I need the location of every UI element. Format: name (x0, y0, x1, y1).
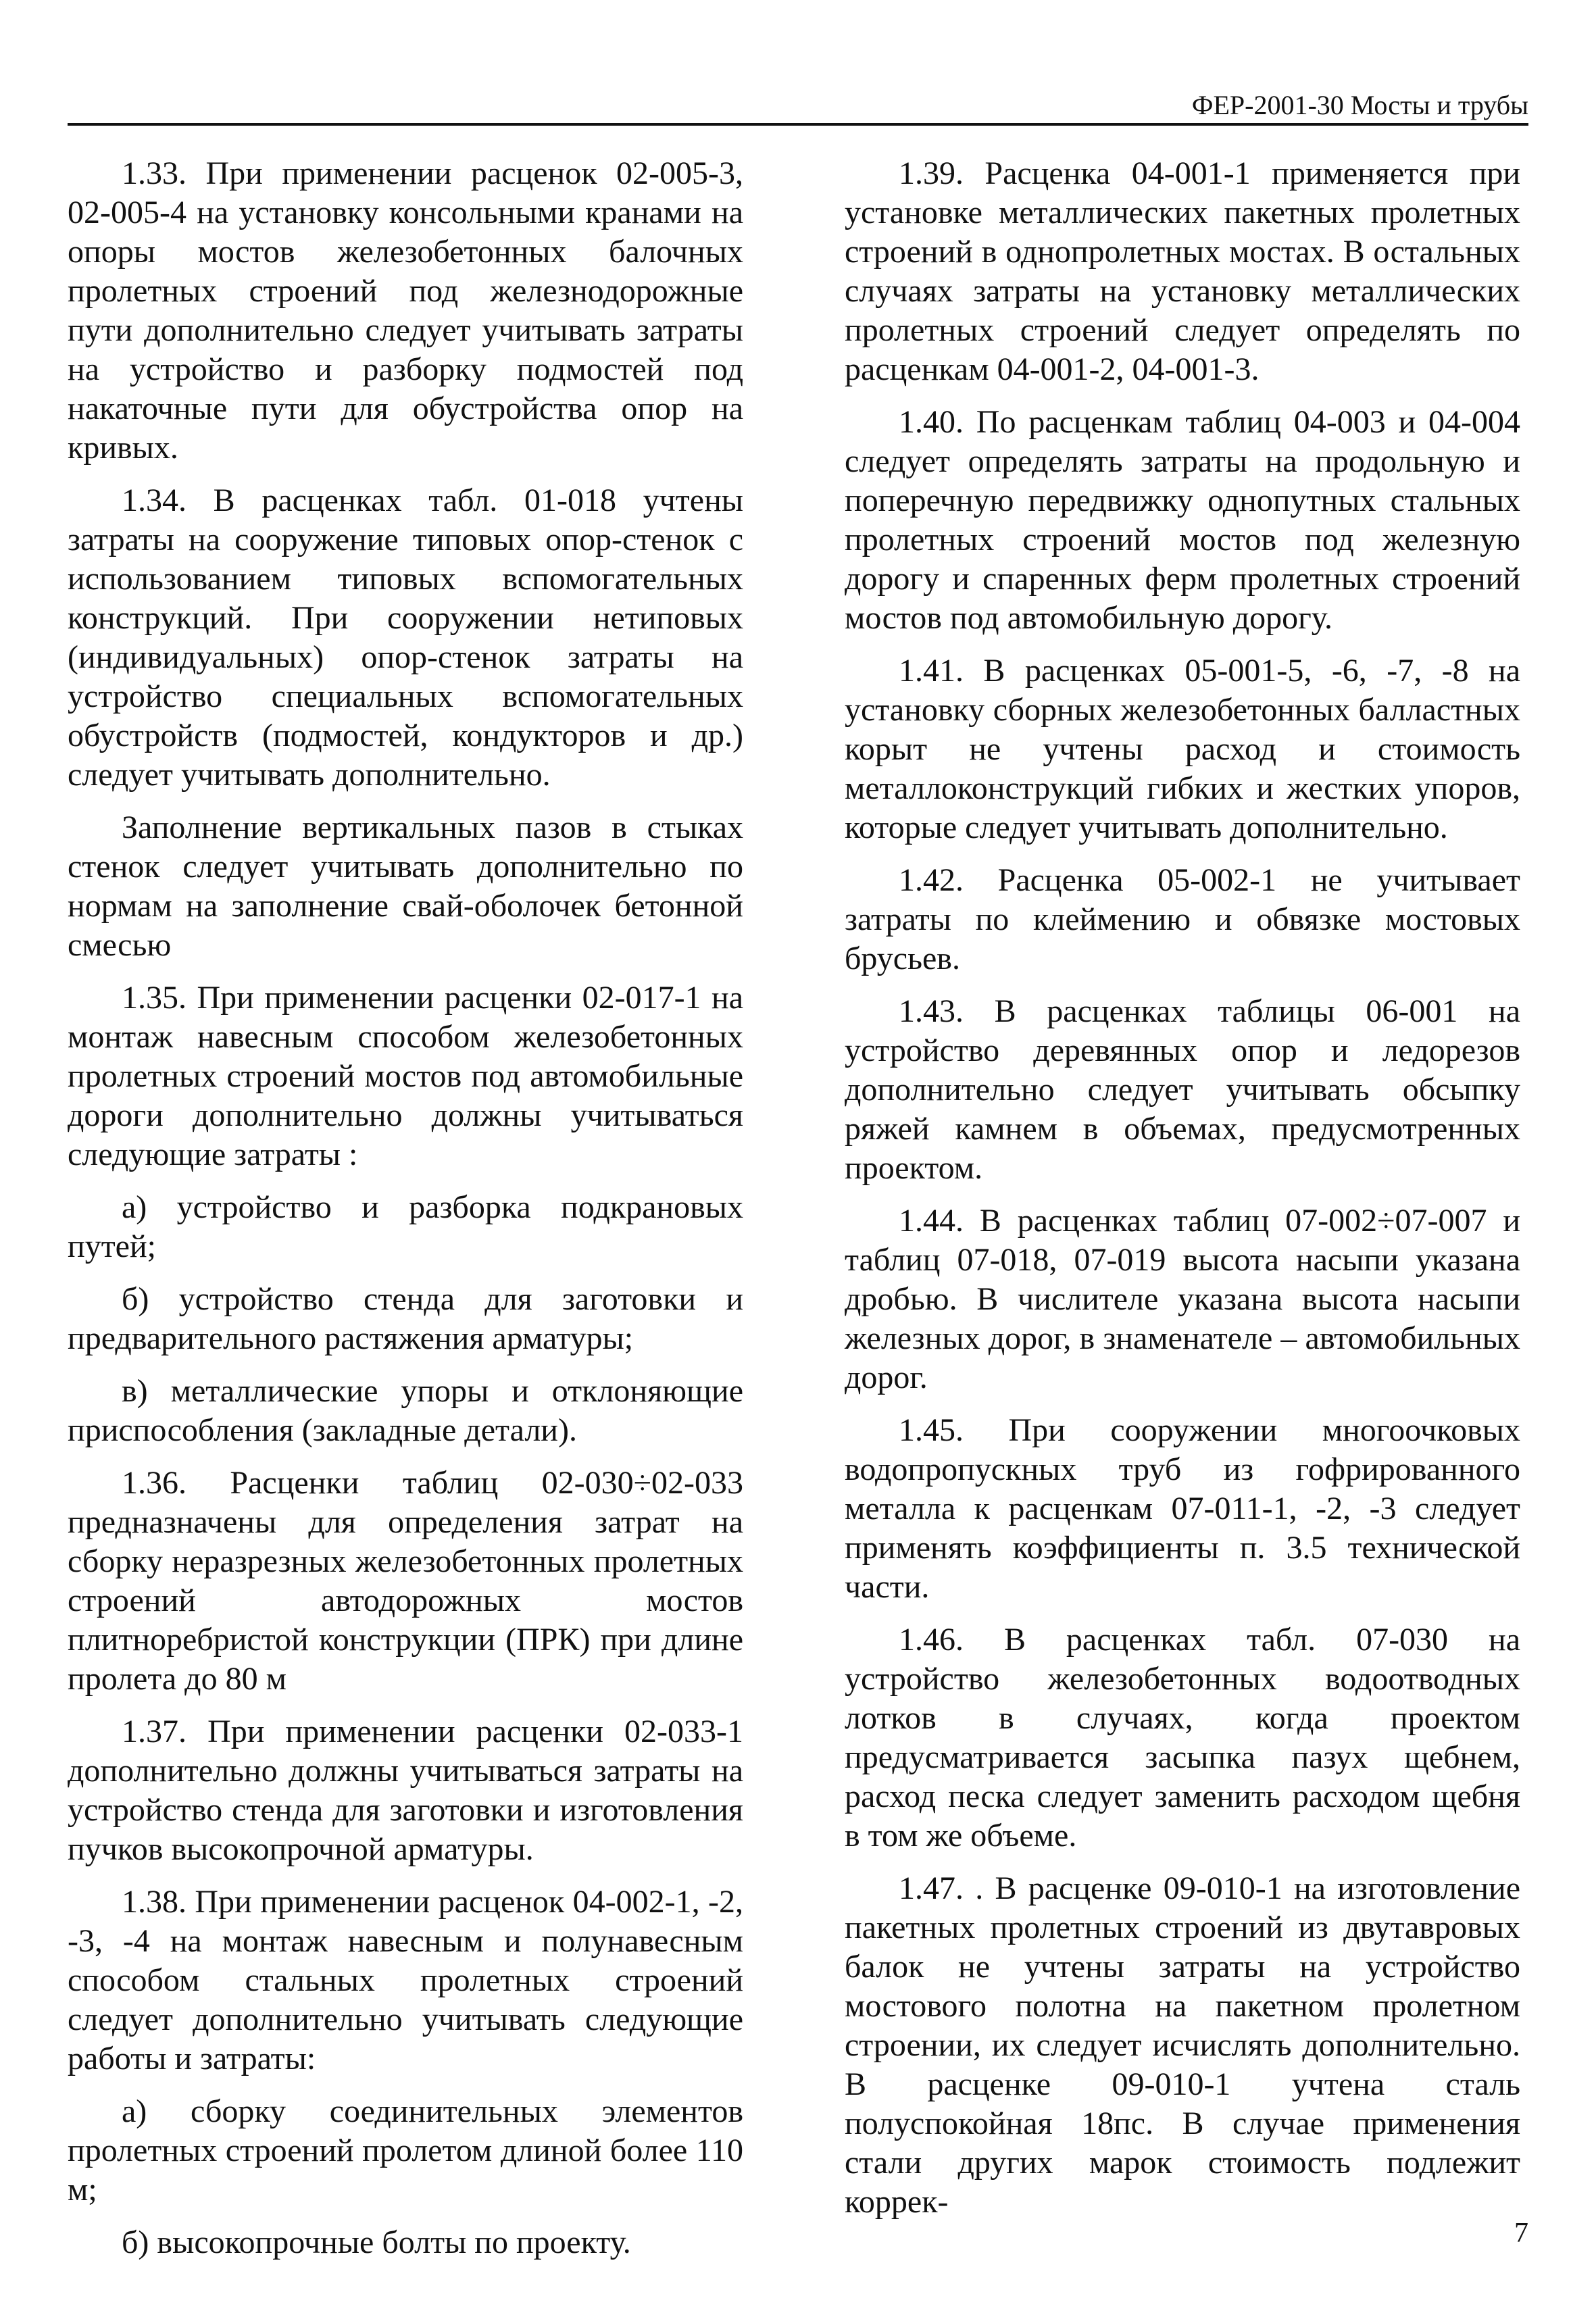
paragraph-1-35-v: в) металлические упоры и отклоняющие приспособления (закладные детали). (68, 1373, 743, 1448)
paragraph-1-39: 1.39. Расценка 04-001-1 применяется при установке металлических пакетных пролетных строений в однопролетных мостах. В остальных случаях затраты на установку металлических пролетных строений следует определять по расценкам 04-001-2, 04-001-3. (845, 155, 1520, 387)
paragraph-1-42: 1.42. Расценка 05-002-1 не учитывает затраты по клеймению и обвязке мостовых брусьев. (845, 862, 1520, 976)
paragraph-1-34-filling: Заполнение вертикальных пазов в стыках стенок следует учитывать дополнительно по нормам на заполнение свай-оболочек бетонной смесью (68, 810, 743, 963)
paragraph-1-33: 1.33. При применении расценок 02-005-3, 02-005-4 на установку консольными кранами на опоры мостов железобетонных балочных пролетных строений под железнодорожные пути дополнительно следует учитывать затраты на устройство и разборку подмостей под накаточные пути для обустройства опор на кривых. (68, 155, 743, 466)
left-column (68, 154, 743, 2276)
paragraph-1-40: 1.40. По расценкам таблиц 04-003 и 04-004 следует определять затраты на продольную и поперечную передвижку однопутных стальных пролетных строений мостов под железную дорогу и спаренных ферм пролетных строений мостов под автомобильную дорогу. (845, 404, 1520, 636)
paragraph-1-35-b: б) устройство стенда для заготовки и предварительного растяжения арматуры; (68, 1281, 743, 1356)
paragraph-1-36: 1.36. Расценки таблиц 02-030÷02-033 предназначены для определения затрат на сборку неразрезных железобетонных пролетных строений автодорожных мостов плитноребристой конструкции (ПРК) при длине пролета до 80 м (68, 1465, 743, 1697)
paragraph-1-38-a: а) сборку соединительных элементов пролетных строений пролетом длиной более 110 м; (68, 2093, 743, 2208)
paragraph-1-47: 1.47. . В расценке 09-010-1 на изготовление пакетных пролетных строений из двутавровых балок не учтены затраты на устройство мостового полотна на пакетном пролетном строении, их следует исчислять дополнительно. В расценке 09-010-1 учтена сталь полуспокойная 18пс. В случае применения стали других марок стоимость подлежит коррек- (845, 1870, 1520, 2220)
right-column (845, 154, 1520, 2235)
paragraph-1-43: 1.43. В расценках таблицы 06-001 на устройство деревянных опор и ледорезов дополнительно следует учитывать обсыпку ряжей камнем в объемах, предусмотренных проектом. (845, 993, 1520, 1186)
paragraph-1-34: 1.34. В расценках табл. 01-018 учтены затраты на сооружение типовых опор-стенок с использованием типовых вспомогательных конструкций. При сооружении нетиповых (индивидуальных) опор-стенок затраты на устройство специальных вспомогательных обустройств (подмостей, кондукторов и др.) следует учитывать дополнительно. (68, 482, 743, 793)
paragraph-1-38-b: б) высокопрочные болты по проекту. (122, 2224, 631, 2260)
paragraph-1-46: 1.46. В расценках табл. 07-030 на устройство железобетонных водоотводных лотков в случаях, когда проектом предусматривается засыпка пазух щебнем, расход песка следует заменить расходом щебня в том же объеме. (845, 1622, 1520, 1853)
paragraph-1-37: 1.37. При применении расценки 02-033-1 дополнительно должны учитываться затраты на устройство стенда для заготовки и изготовления пучков высокопрочной арматуры. (68, 1714, 743, 1867)
header-title: ФЕР-2001-30 Мосты и трубы (1191, 90, 1528, 120)
paragraph-1-44: 1.44. В расценках таблиц 07-002÷07-007 и таблиц 07-018, 07-019 высота насыпи указана дробью. В числителе указана высота насыпи железных дорог, в знаменателе – автомобильных дорог. (845, 1203, 1520, 1395)
paragraph-1-41: 1.41. В расценках 05-001-5, -6, -7, -8 на установку сборных железобетонных балластных корыт не учтены расход и стоимость металлоконструкций гибких и жестких упоров, которые следует учитывать дополнительно. (845, 653, 1520, 845)
paragraph-1-35-a: а) устройство и разборка подкрановых путей; (68, 1189, 743, 1264)
page-number: 7 (1514, 2218, 1528, 2249)
paragraph-1-45: 1.45. При сооружении многоочковых водопропускных труб из гофрированного металла к расценкам 07-011-1, -2, -3 следует применять коэффициенты п. 3.5 технической части. (845, 1412, 1520, 1605)
page-header (68, 88, 1528, 126)
paragraph-1-35: 1.35. При применении расценки 02-017-1 на монтаж навесным способом железобетонных пролетных строений мостов под автомобильные дороги дополнительно должны учитываться следующие затраты : (68, 980, 743, 1172)
paragraph-1-38: 1.38. При применении расценок 04-002-1, -2, -3, -4 на монтаж навесным и полунавесным способом стальных пролетных строений следует дополнительно учитывать следующие работы и затраты: (68, 1884, 743, 2076)
